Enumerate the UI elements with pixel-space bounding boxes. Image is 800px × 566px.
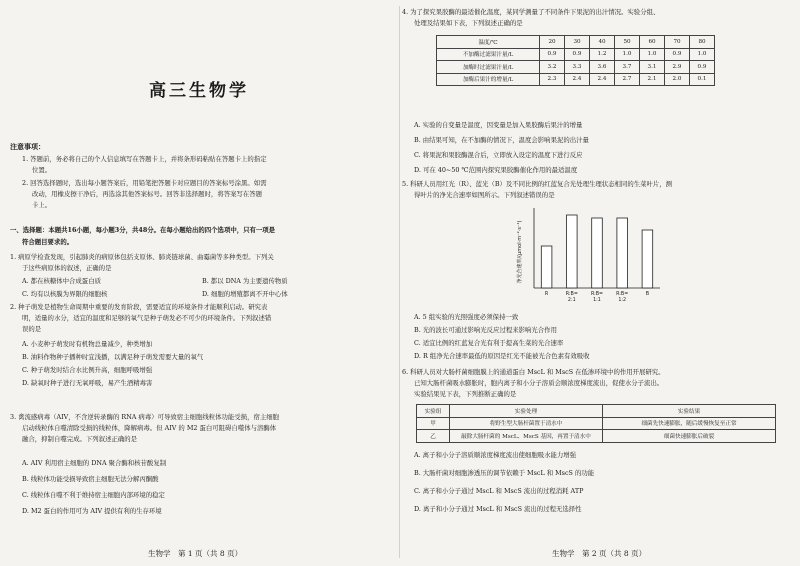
option-a: A. 5 组实验的光照强度必须保持一致	[414, 313, 519, 321]
chart-x-tick-label: R	[544, 292, 549, 297]
table-cell: 加酶后果汁的增量/L	[437, 73, 540, 86]
table-cell: 1.0	[615, 48, 640, 61]
option-b: B. 由结果可知，在不加酶的情况下，温度会影响果泥的出汁量	[414, 136, 589, 144]
table-cell: 2.0	[665, 73, 690, 86]
table-cell: 1.2	[590, 48, 615, 61]
option-d: D. 细胞的增殖都离不开中心体	[202, 290, 288, 298]
chart-x-tick-label: R:B=	[590, 292, 604, 297]
table-row	[437, 73, 715, 86]
question-2: 明，适量的水分，适宜的温度和足够的氧气是种子萌发必不可少的环境条件。下列叙述错	[22, 314, 272, 322]
page-1	[0, 0, 398, 566]
option-b: B. 线粒体功能受损导致宿主细胞无法分解丙酮酸	[22, 475, 159, 483]
table-cell: 0.1	[690, 73, 715, 86]
chart-x-tick-label: 2:1	[567, 298, 576, 303]
notice-heading: 注意事项：	[10, 142, 45, 151]
table-cell: 0.9	[665, 48, 690, 61]
table-row	[437, 61, 715, 74]
notice-line: 改动，用橡皮擦干净后，再选涂其他答案标号。回答非选择题时，将答案写在答题	[32, 190, 263, 198]
option-c: C. 适宜比例的红蓝复合光有利于提高生菜的光合速率	[414, 339, 564, 347]
table-cell: 实验结果	[603, 405, 776, 418]
option-d: D. 缺氧时种子进行无氧呼吸，易产生酒精毒害	[22, 379, 153, 387]
table-cell: 2.1	[640, 73, 665, 86]
option-c: C. 离子和小分子通过 MscL 和 MscS 流出的过程消耗 ATP	[414, 487, 584, 495]
table-cell: 细菌先快速膨胀，随后缓慢恢复至正常	[603, 417, 776, 430]
table-cell: 2.4	[590, 73, 615, 86]
table-cell: 0.9	[565, 48, 590, 61]
option-b: B. 光的波长可通过影响光反应过程来影响光合作用	[414, 326, 557, 334]
page-2	[402, 0, 800, 566]
chart-bar	[592, 218, 603, 288]
question-3: 启动线粒体自噬清除受损的线粒体，降解病毒。但 AIV 的 M2 蛋白可阻碍自噬体与溶酶体	[22, 424, 277, 432]
table-cell: 2.7	[615, 73, 640, 86]
table-cell: 60	[640, 36, 665, 49]
question-6: 6. 科研人员对大肠杆菌细胞膜上的通道蛋白 MscL 和 MscS 在低渗环境中的作用开展研究。	[402, 368, 665, 376]
page-footer: 生物学 第 1 页（共 8 页）	[148, 549, 243, 558]
chart-bar	[541, 246, 552, 288]
question-5: 得叶片的净光合速率如图所示。下列叙述错误的是	[414, 191, 555, 199]
chart-x-tick-label: 1:1	[593, 298, 601, 303]
table-cell: 1.0	[640, 48, 665, 61]
table-cell: 敲除大肠杆菌的 MscL、MscS 基因，再置于清水中	[450, 430, 603, 443]
option-d: D. R 组净光合速率最低的原因是红光不能被光合色素有效吸收	[414, 352, 590, 360]
table-cell: 20	[540, 36, 565, 49]
section-heading: 符合题目要求的。	[22, 238, 74, 246]
option-a: A. 实验的自变量是温度，因变量是加入果胶酶后果汁的增量	[414, 121, 583, 129]
table-cell: 不加酶过滤果汁量/L	[437, 48, 540, 61]
option-c: C. 将果泥和果胶酶混合后，立即放入设定的温度下进行反应	[414, 151, 583, 159]
table-cell: 1.0	[690, 48, 715, 61]
notice-line: 2. 回答选择题时，选出每小题答案后，用铅笔把答题卡对应题目的答案标号涂黑。如需	[22, 179, 267, 187]
table-cell: 细菌快速膨胀后破裂	[603, 430, 776, 443]
option-a: A. 都在核糖体中合成蛋白质	[22, 277, 101, 285]
question-4: 处理及结果如下表，下列叙述正确的是	[414, 19, 523, 27]
enzyme-table	[436, 35, 715, 86]
table-cell: 甲	[417, 417, 450, 430]
chart-bar	[567, 215, 578, 288]
chart-x-tick-label: R:B=	[565, 292, 578, 297]
table-cell: 乙	[417, 430, 450, 443]
question-4: 4. 为了探究果胶酶的最适催化温度，某同学测量了不同条件下果泥的出汁情况。实验分组、	[402, 8, 660, 16]
option-d: D. M2 蛋白的作用可为 AIV 提供有利的生存环境	[22, 507, 162, 515]
table-header-row	[437, 36, 715, 49]
chart-ylabel: 净光合速率/(μmol·m⁻²·s⁻¹)	[517, 220, 523, 284]
exam-title: 高三生物学	[149, 81, 249, 101]
table-cell: 50	[615, 36, 640, 49]
option-b: B. 油料作物种子播种时宜浅播，以满足种子萌发需要大量的氧气	[22, 353, 204, 361]
table-cell: 3.7	[615, 61, 640, 74]
question-1: 于这些病原体的叙述，正确的是	[22, 264, 112, 272]
table-cell: 2.4	[565, 73, 590, 86]
page-divider	[399, 6, 400, 558]
question-1: 1. 病原学检查发现，引起肺炎的病原体包括支原体、肺炎链球菌、曲霉菌等多种类型。下列关	[10, 253, 274, 261]
chart-x-tick-label: B	[645, 292, 650, 297]
table-row	[437, 48, 715, 61]
table-cell: 3.6	[590, 61, 615, 74]
section-heading: 一、选择题：本题共16小题，每小题3分，共48分。在每小题给出的四个选项中，只有一项是	[10, 226, 276, 234]
notice-line: 位置。	[32, 166, 52, 174]
option-a: A. 小麦种子萌发时有机物总量减少，种类增加	[22, 340, 153, 348]
option-b: B. 都以 DNA 为主要遗传物质	[202, 277, 288, 285]
table-cell: 30	[565, 36, 590, 49]
question-6: 实验结果见下表，下列推断正确的是	[414, 390, 517, 398]
chart-x-tick-label: 1:2	[618, 298, 627, 303]
table-cell: 3.1	[640, 61, 665, 74]
table-cell: 0.9	[690, 61, 715, 74]
question-5: 5. 科研人员用红光（R）、蓝光（B）及不同比例的红蓝复合光处理生理状态相同的生菜叶片，测	[402, 180, 673, 188]
table-row	[417, 430, 776, 443]
net-photosynthesis-bar-chart	[510, 202, 670, 306]
question-6: 已知大肠杆菌吸水膨胀时，胞内离子和小分子溶质会顺浓度梯度流出，促使水分子流出。	[414, 379, 664, 387]
chart-bar	[642, 230, 653, 288]
table-cell: 3.2	[540, 61, 565, 74]
table-cell: 80	[690, 36, 715, 49]
option-b: B. 大肠杆菌对细胞渗透压的调节依赖于 MscL 和 MscS 的功能	[414, 469, 595, 477]
page-footer: 生物学 第 2 页（共 8 页）	[552, 549, 647, 558]
table-cell: 实验组	[417, 405, 450, 418]
table-cell: 将野生型大肠杆菌置于清水中	[450, 417, 603, 430]
option-d: D. 可在 40~50 ℃范围内探究果胶酶催化作用的最适温度	[414, 166, 578, 174]
question-3: 3. 禽流感病毒（AIV，不含逆转录酶的 RNA 病毒）可导致宿主细胞线粒体功能受损，宿主细胞	[10, 413, 280, 421]
question-2: 误的是	[22, 325, 42, 333]
table-row	[417, 417, 776, 430]
option-a: A. AIV 利用宿主细胞的 DNA 聚合酶和核苷酸复制	[22, 459, 167, 467]
option-d: D. 离子和小分子通过 MscL 和 MscS 流出的过程无选择性	[414, 505, 582, 513]
table-header-row	[417, 405, 776, 418]
mscl-experiment-table	[416, 404, 776, 443]
table-cell: 温度/℃	[437, 36, 540, 49]
table-cell: 2.9	[665, 61, 690, 74]
table-cell: 40	[590, 36, 615, 49]
option-c: C. 种子萌发时结合水比例升高，细胞呼吸增强	[22, 366, 153, 374]
question-3: 融合，抑制自噬完成。下列叙述正确的是	[22, 435, 138, 443]
table-cell: 加酶时过滤果汁量/L	[437, 61, 540, 74]
table-cell: 2.3	[540, 73, 565, 86]
option-c: C. 线粒体自噬不利于维持宿主细胞内部环境的稳定	[22, 491, 165, 499]
table-cell: 3.3	[565, 61, 590, 74]
table-cell: 0.9	[540, 48, 565, 61]
notice-line: 1. 答题前，务必将自己的个人信息填写在答题卡上，并将条形码粘贴在答题卡上的指定	[22, 155, 267, 163]
option-a: A. 离子和小分子溶质顺浓度梯度流出使细胞吸水能力增强	[414, 451, 577, 459]
table-cell: 实验处理	[450, 405, 603, 418]
chart-x-tick-label: R:B=	[616, 292, 629, 297]
table-cell: 70	[665, 36, 690, 49]
notice-line: 卡上。	[32, 201, 52, 209]
chart-bar	[617, 218, 628, 288]
option-c: C. 均有以核膜为界限的细胞核	[22, 290, 108, 298]
question-2: 2. 种子萌发是植物生命周期中重要的发育阶段，需要适宜的环境条件才能顺利启动。研究表	[10, 303, 268, 311]
